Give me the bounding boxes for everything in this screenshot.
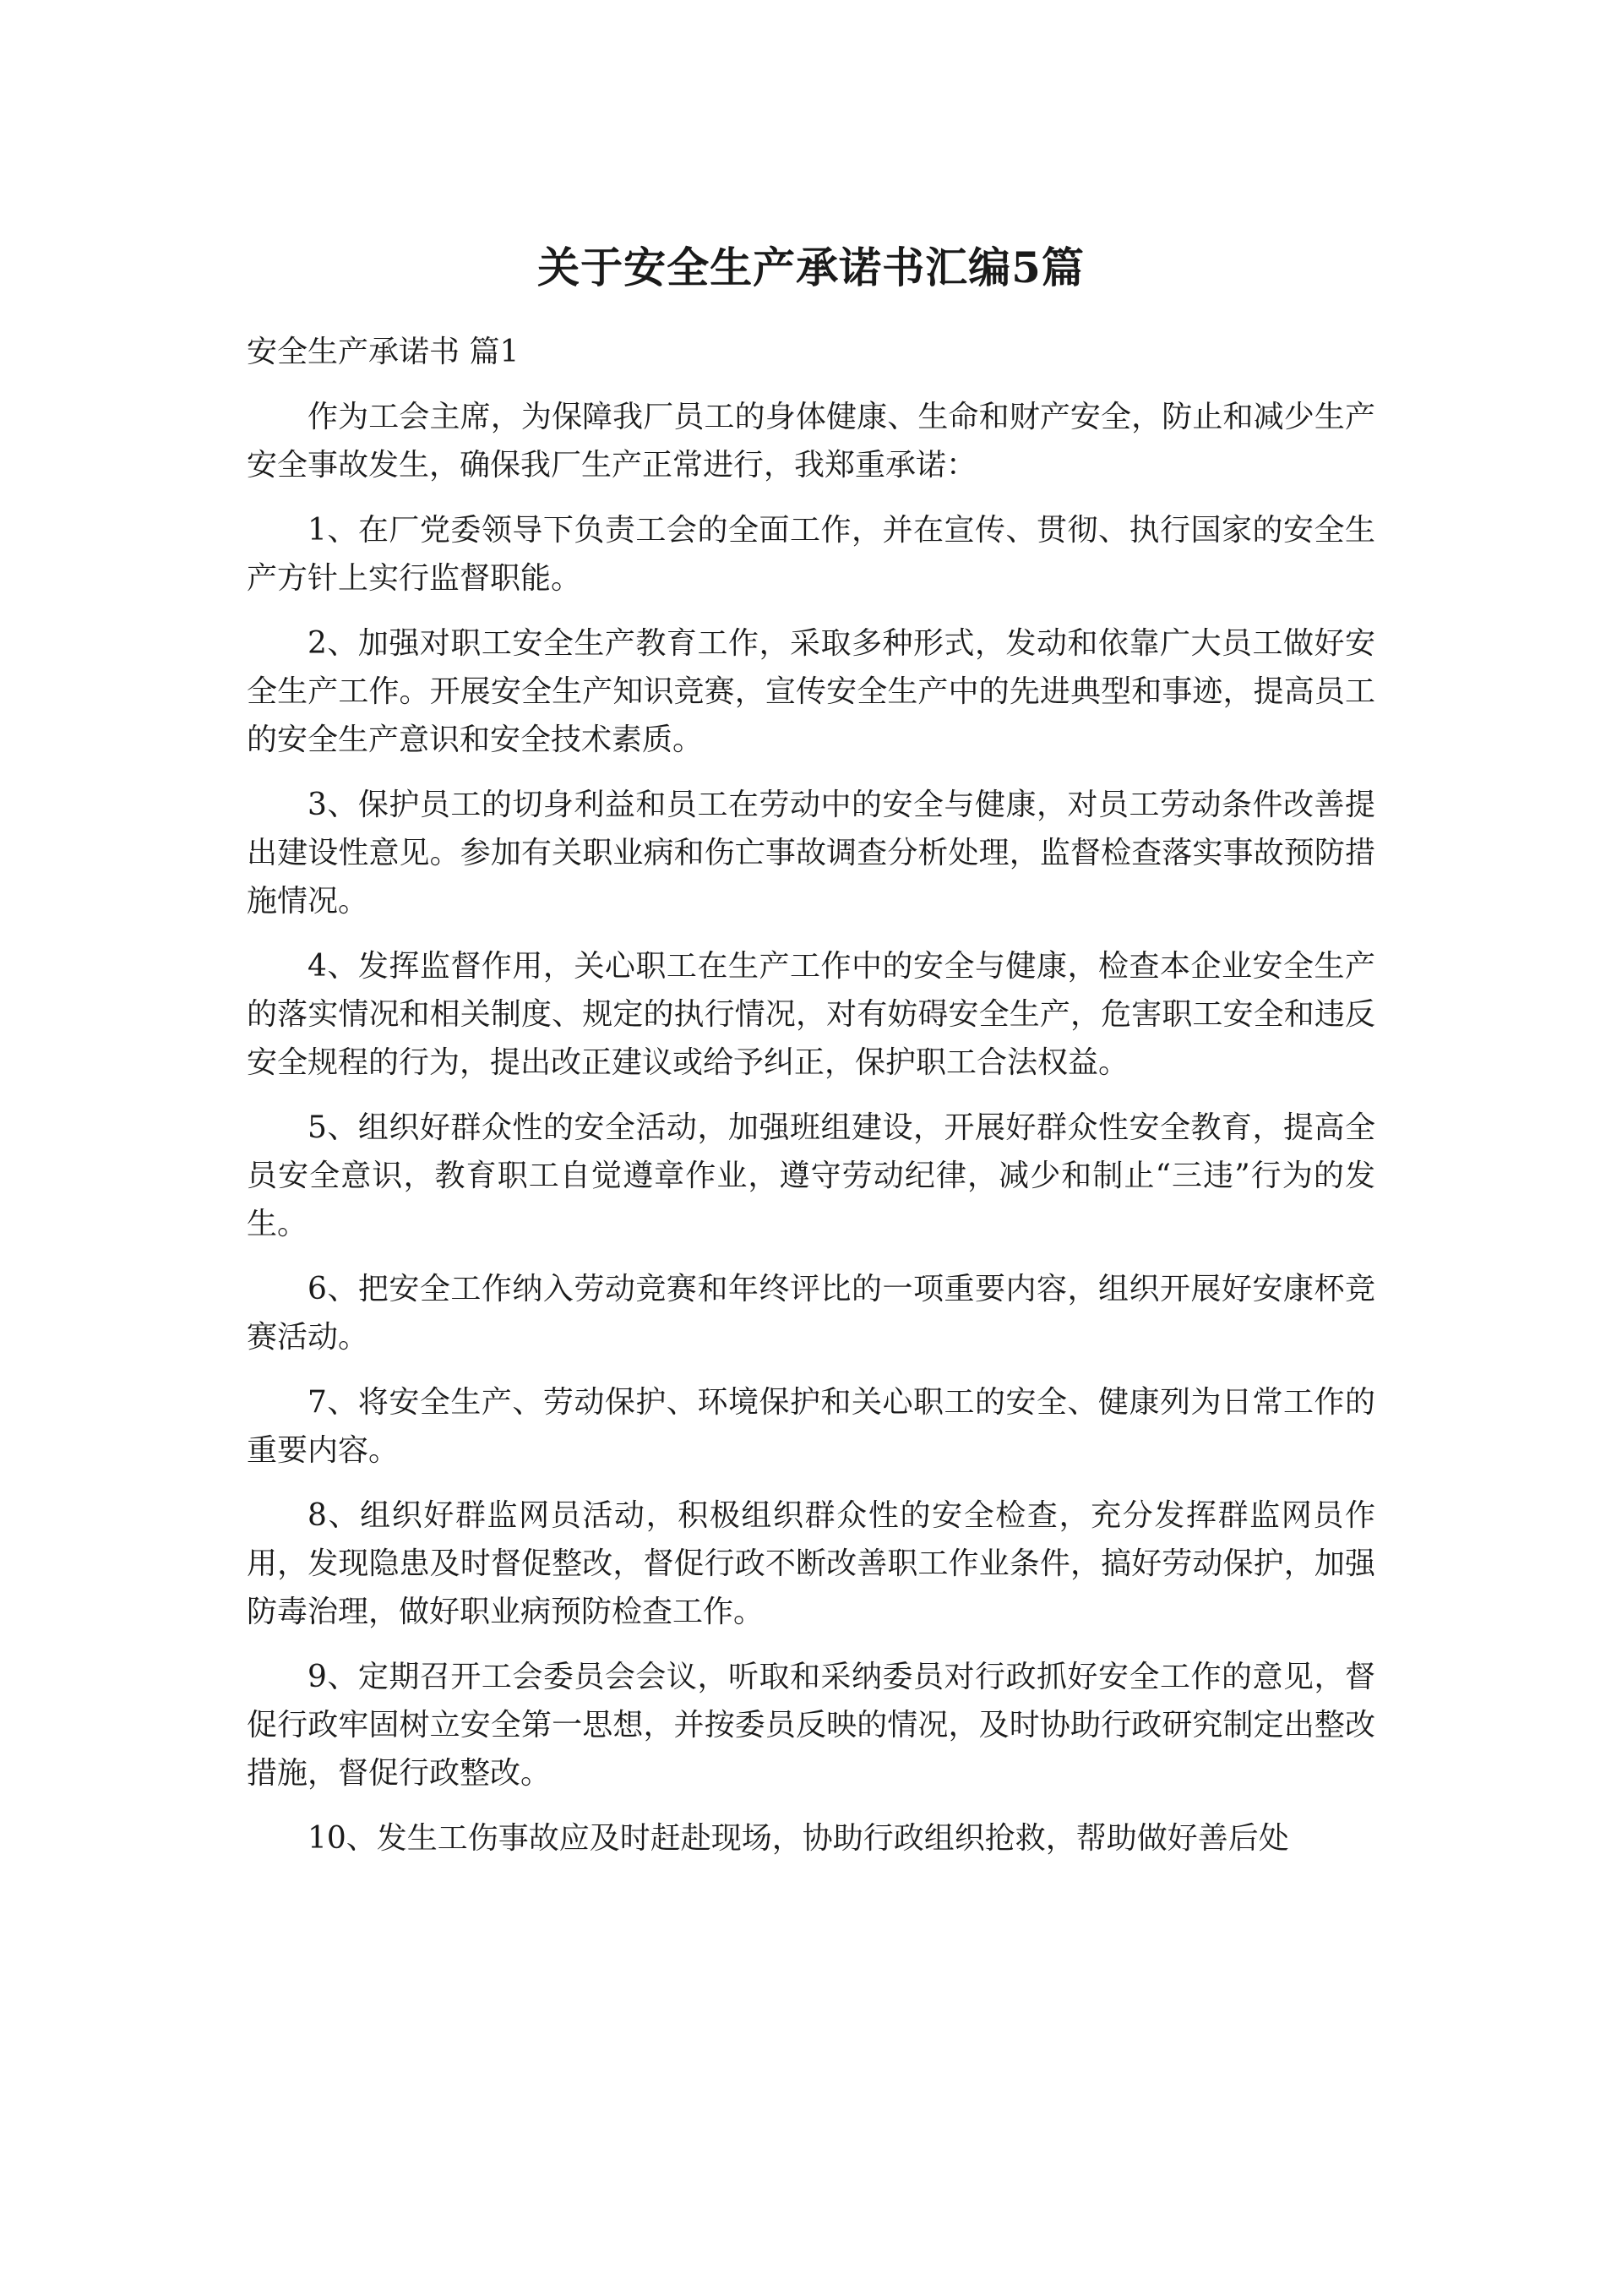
paragraph-item-1: 1、在厂党委领导下负责工会的全面工作，并在宣传、贯彻、执行国家的安全生产方针上实行监督职能。 [247,513,1375,596]
section-heading: 安全生产承诺书 篇1 [247,335,520,369]
paragraph-item-9: 9、定期召开工会委员会会议，听取和采纳委员对行政抓好安全工作的意见，督促行政牢固树立安全第一思想，并按委员反映的情况，及时协助行政研究制定出整改措施，督促行政整改。 [247,1660,1375,1791]
paragraph-item-3: 3、保护员工的切身利益和员工在劳动中的安全与健康，对员工劳动条件改善提出建设性意见。参加有关职业病和伤亡事故调查分析处理，监督检查落实事故预防措施情况。 [247,788,1375,919]
paragraph-item-10: 10、发生工伤事故应及时赶赴现场，协助行政组织抢救，帮助做好善后处 [308,1821,1289,1856]
document-title: 关于安全生产承诺书汇编5篇 [537,243,1085,292]
paragraph-item-6: 6、把安全工作纳入劳动竞赛和年终评比的一项重要内容，组织开展好安康杯竞赛活动。 [247,1272,1375,1355]
paragraph-intro: 作为工会主席，为保障我厂员工的身体健康、生命和财产安全，防止和减少生产安全事故发生，确保我厂生产正常进行，我郑重承诺： [247,400,1375,483]
paragraph-item-7: 7、将安全生产、劳动保护、环境保护和关心职工的安全、健康列为日常工作的重要内容。 [247,1385,1375,1468]
paragraph-item-2: 2、加强对职工安全生产教育工作，采取多种形式，发动和依靠广大员工做好安全生产工作。开展安全生产知识竞赛，宣传安全生产中的先进典型和事迹，提高员工的安全生产意识和安全技术素质。 [247,626,1375,757]
document-body [247,328,1375,1879]
paragraph-item-4: 4、发挥监督作用，关心职工在生产工作中的安全与健康，检查本企业安全生产的落实情况和相关制度、规定的执行情况，对有妨碍安全生产，危害职工安全和违反安全规程的行为，提出改正建议或给予纠正，保护职工合法权益。 [247,949,1375,1080]
paragraph-item-8: 8、组织好群监网员活动，积极组织群众性的安全检查，充分发挥群监网员作用，发现隐患及时督促整改，督促行政不断改善职工作业条件，搞好劳动保护，加强防毒治理，做好职业病预防检查工作。 [247,1498,1375,1629]
paragraph-item-5: 5、组织好群众性的安全活动，加强班组建设，开展好群众性安全教育，提高全员安全意识，教育职工自觉遵章作业，遵守劳动纪律，减少和制止“三违”行为的发生。 [247,1110,1375,1241]
